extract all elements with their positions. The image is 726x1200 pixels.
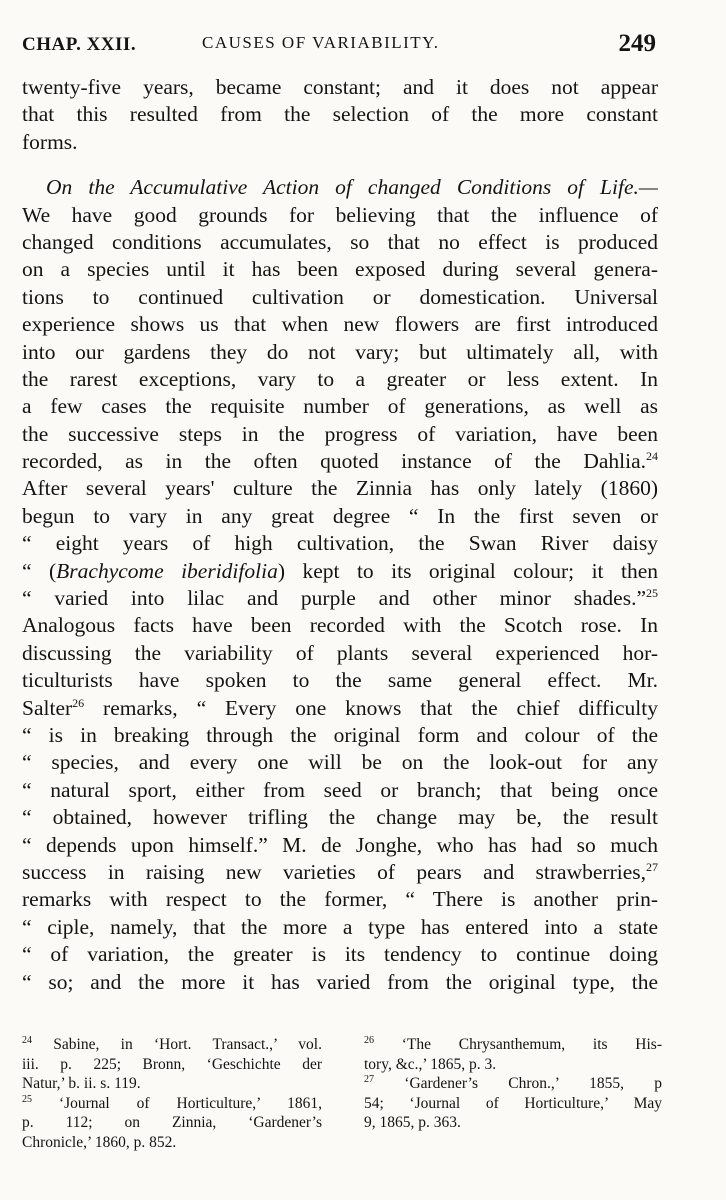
section-heading: On the Accumulative Action of changed Conditions of Life.— bbox=[46, 175, 658, 200]
running-header bbox=[22, 30, 656, 62]
text-line: begun to vary in any great degree “ In the first seven or bbox=[22, 503, 658, 528]
text-line: on a species until it has been exposed during several genera- bbox=[22, 257, 658, 282]
footnote-number: 24 bbox=[22, 1035, 32, 1046]
page-number: 249 bbox=[618, 30, 656, 57]
footnote-number: 26 bbox=[364, 1035, 374, 1046]
footnote-number: 27 bbox=[364, 1074, 374, 1085]
text-line: “ species, and every one will be on the look-out for any bbox=[22, 750, 658, 775]
text-line: into our gardens they do not vary; but ultimately all, with bbox=[22, 339, 658, 364]
footnotes-left-column bbox=[22, 1035, 322, 1152]
footnotes-right-column bbox=[364, 1035, 662, 1133]
text-line: “ (Brachycome iberidifolia) kept to its original colour; it then bbox=[22, 558, 658, 583]
text-line: “ obtained, however trifling the change may be, the result bbox=[22, 805, 658, 830]
footnote-24: $^{24}$ Sabine, in ‘Hort. Transact.,’ vol. iii. p. 225; Bronn, ‘Geschichte der Natur,’ b. ii. s. 119. bbox=[22, 1035, 322, 1092]
text-line: Salter$^{26}$ remarks, “ Every one knows that the chief difficulty bbox=[22, 695, 658, 720]
footnote-ref-25[interactable]: 25 bbox=[646, 586, 658, 601]
footnote-ref-26[interactable]: 26 bbox=[72, 695, 85, 710]
text-line: remarks with respect to the former, “ There is another prin- bbox=[22, 887, 658, 912]
text-line: “ varied into lilac and purple and other minor shades.”$^{25}$ bbox=[22, 586, 658, 611]
text-line: ticulturists have spoken to the same general effect. Mr. bbox=[22, 668, 658, 693]
text-line: success in raising new varieties of pears and strawberries,$^{27}$ bbox=[22, 859, 658, 884]
footnote-number: 25 bbox=[22, 1093, 32, 1105]
text-line: that this resulted from the selection of the more constant bbox=[22, 102, 658, 127]
text-line: “ is in breaking through the original form and colour of the bbox=[22, 722, 658, 747]
text-line: recorded, as in the often quoted instance of the Dahlia.$^{24}$ bbox=[22, 449, 658, 474]
text-line: forms. bbox=[22, 129, 78, 154]
text-line: a few cases the requisite number of generations, as well as bbox=[22, 394, 658, 419]
footnote-27: $^{27}$ ‘Gardener’s Chron.,’ 1855, p 54; ‘Journal of Horticulture,’ May 9, 1865, p. 363. bbox=[364, 1074, 662, 1131]
text-line: “ of variation, the greater is its tendency to continue doing bbox=[22, 942, 658, 967]
text-line: “ depends upon himself.” M. de Jonghe, who has had so much bbox=[22, 832, 658, 857]
text-line: Analogous facts have been recorded with the Scotch rose. In bbox=[22, 613, 658, 638]
text-line: twenty-five years, became constant; and it does not appear bbox=[22, 75, 658, 99]
running-title: CAUSES OF VARIABILITY. bbox=[202, 33, 440, 52]
text-line: tions to continued cultivation or domestication. Universal bbox=[22, 284, 658, 309]
text-line: experience shows us that when new flowers are first introduced bbox=[22, 312, 658, 337]
footnote-ref-27[interactable]: 27 bbox=[646, 859, 658, 874]
text-line: “ natural sport, either from seed or branch; that being once bbox=[22, 777, 658, 802]
text-line: We have good grounds for believing that the influence of bbox=[22, 202, 658, 227]
text-line: “ so; and the more it has varied from the original type, the bbox=[22, 969, 658, 994]
text-line: the successive steps in the progress of variation, have been bbox=[22, 421, 658, 446]
main-text bbox=[22, 74, 658, 996]
footnote-ref-24[interactable]: 24 bbox=[646, 449, 658, 464]
text-line: changed conditions accumulates, so that no effect is produced bbox=[22, 229, 658, 254]
text-line: discussing the variability of plants several experienced hor- bbox=[22, 640, 658, 665]
species-name: Brachycome iberidifolia bbox=[56, 558, 278, 583]
text-line: After several years' culture the Zinnia has only lately (1860) bbox=[22, 476, 658, 501]
text-line: “ eight years of high cultivation, the Swan River daisy bbox=[22, 531, 658, 556]
chapter-label: CHAP. XXII. bbox=[22, 34, 137, 55]
text-line: the rarest exceptions, vary to a greater or less extent. In bbox=[22, 366, 658, 391]
footnote-25: $^{25}$ ‘Journal of Horticulture,’ 1861, p. 112; on Zinnia, ‘Gardener’s Chronicle,’ 1860, p. 852. bbox=[22, 1093, 322, 1151]
footnote-26: $^{26}$ ‘The Chrysanthemum, its His- tory, &c.,’ 1865, p. 3. bbox=[364, 1035, 662, 1073]
text-line: “ ciple, namely, that the more a type has entered into a state bbox=[22, 914, 658, 939]
